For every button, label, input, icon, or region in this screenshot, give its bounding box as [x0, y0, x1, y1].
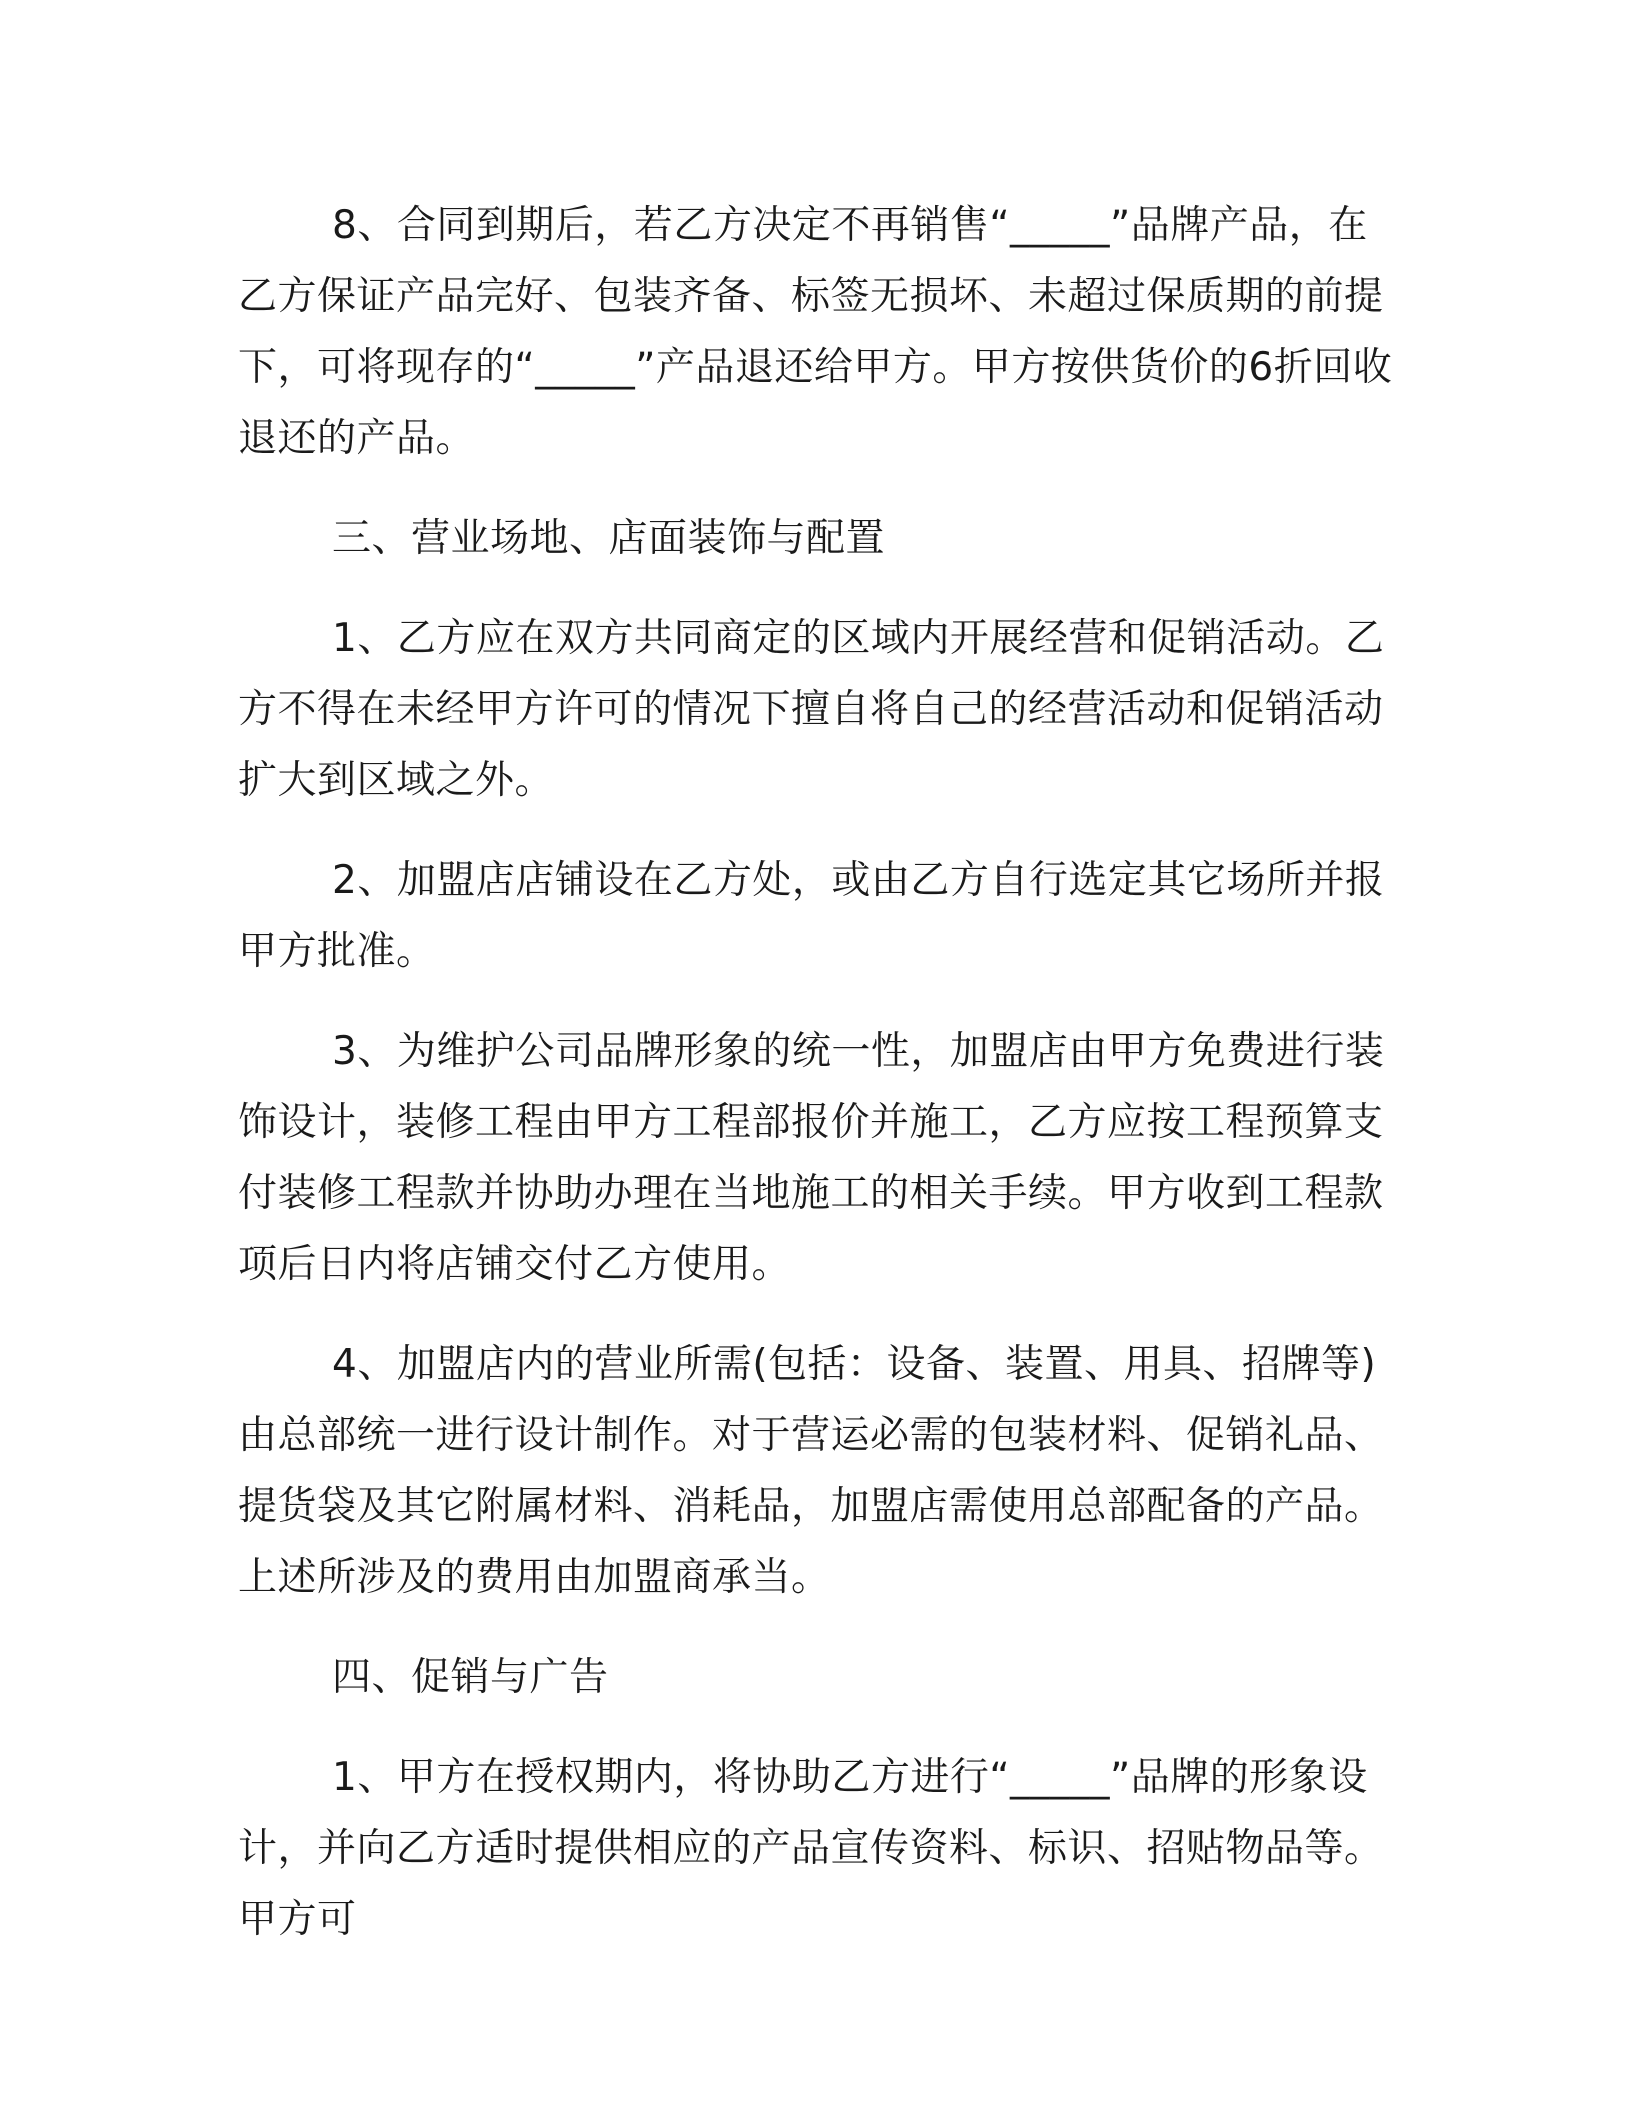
clause-3-4-store-equipment: 4、加盟店内的营业所需(包括：设备、装置、用具、招牌等)由总部统一进行设计制作。对于营运必需的包装材料、促销礼品、提货袋及其它附属材料、消耗品，加盟店需使用总部配备的产品。上述所涉及的费用由加盟商承当。	[238, 1342, 1384, 1600]
clause-3-3-store-decoration: 3、为维护公司品牌形象的统一性，加盟店由甲方免费进行装饰设计，装修工程由甲方工程部报价并施工，乙方应按工程预算支付装修工程款并协助办理在当地施工的相关手续。甲方收到工程款项后日内将店铺交付乙方使用。	[238, 1029, 1385, 1287]
clause-3-2-store-location: 2、加盟店店铺设在乙方处，或由乙方自行选定其它场所并报甲方批准。	[238, 858, 1385, 974]
clause-3-1-business-area: 1、乙方应在双方共同商定的区域内开展经营和促销活动。乙方不得在未经甲方许可的情况下擅自将自己的经营活动和促销活动扩大到区域之外。	[238, 616, 1385, 803]
section-heading-4: 四、促销与广告	[332, 1655, 609, 1700]
clause-4-1-brand-promotion: 1、甲方在授权期内，将协助乙方进行“_____”品牌的形象设计，并向乙方适时提供相应的产品宣传资料、标识、招贴物品等。甲方可	[238, 1755, 1384, 1942]
document-body	[238, 190, 1398, 1984]
section-heading-3: 三、营业场地、店面装饰与配置	[332, 516, 886, 561]
clause-8-return-of-products: 8、合同到期后，若乙方决定不再销售“_____”品牌产品，在乙方保证产品完好、包装齐备、标签无损坏、未超过保质期的前提下，可将现存的“_____”产品退还给甲方。甲方按供货价的6折回收退还的产品。	[238, 203, 1393, 461]
